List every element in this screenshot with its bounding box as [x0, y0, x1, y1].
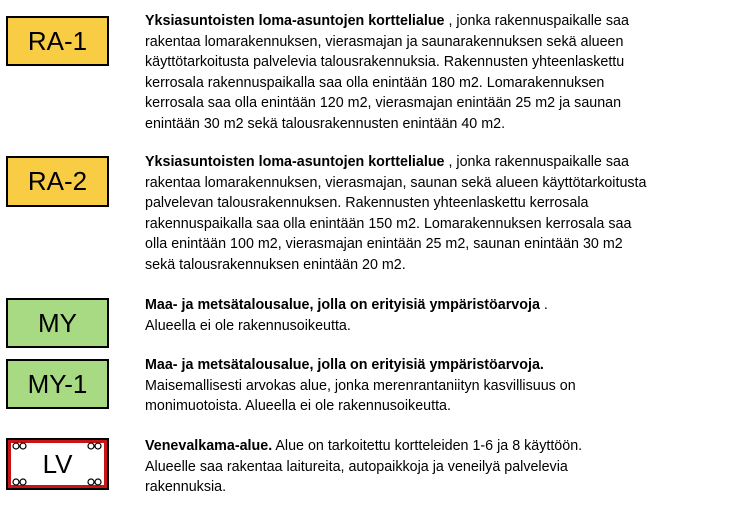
ra-2-title: Yksiasuntoisten loma-asuntojen korttelialue [145, 154, 445, 170]
mooring-ring-icon [87, 442, 103, 450]
my-1-line: Maisemallisesti arvokas alue, jonka merenrantaniityn kasvillisuus on [145, 377, 576, 394]
lv-title-line [145, 436, 735, 457]
ra-1-line: rakentaa lomarakennuksen, vierasmajan ja saunarakennuksen sekä alueen [145, 33, 624, 50]
my-title-line [145, 295, 735, 316]
ra-1-line: enintään 30 m2 sekä talousrakennusten enintään 40 m2. [145, 115, 506, 132]
ra-2-line: olla enintään 100 m2, vierasmajan enintään 25 m2, saunan enintään 30 m2 [145, 236, 623, 253]
ra-2-title-line [145, 152, 735, 173]
my-description [145, 295, 735, 336]
mooring-ring-icon [12, 478, 28, 486]
lv-description [145, 436, 735, 498]
my-1-line: monimuotoista. Alueella ei ole rakennusoikeutta. [145, 398, 451, 415]
my-1-title: Maa- ja metsätalousalue, jolla on erityisiä ympäristöarvoja. [145, 357, 544, 373]
ra-2-code: RA-2 [27, 166, 88, 196]
lv-title: Venevalkama-alue. [145, 438, 273, 454]
my-title-suffix: . [539, 297, 548, 313]
ra-2-line: rakentaa lomarakennuksen, vierasmajan, saunan sekä alueen käyttötarkoitusta [145, 174, 647, 191]
ra-1-title: Yksiasuntoisten loma-asuntojen korttelialue [145, 13, 445, 29]
ra-1-line: kerrosala saa olla enintään 120 m2, vierasmajan enintään 25 m2 ja saunan [145, 95, 622, 112]
ra-1-line: käyttötarkoitusta palvelevia talousrakennuksia. Rakennusten yhteenlaskettu [145, 54, 625, 71]
my-1-code: MY-1 [27, 368, 88, 399]
my-legend-symbol [6, 298, 109, 348]
ra-1-line: kerrosala rakennuspaikalla saa olla enintään 180 m2. Lomarakennuksen [145, 74, 605, 91]
my-1-legend-symbol [6, 359, 109, 409]
lv-code: LV [42, 448, 73, 479]
ra-2-legend-symbol [6, 156, 109, 207]
ra-2-description [145, 152, 735, 276]
my-1-description [145, 355, 735, 417]
ra-2-line: palvelevan talousrakennuksen. Rakennusten yhteenlaskettu kerrosala [145, 195, 589, 212]
ra-2-title-suffix: , jonka rakennuspaikalle saa [444, 154, 629, 170]
ra-2-line: rakennuspaikalla saa olla enintään 150 m2. Lomarakennuksen kerrosala saa [145, 215, 632, 232]
ra-1-code: RA-1 [27, 25, 88, 56]
ra-1-title-line [145, 11, 735, 32]
my-code: MY [38, 307, 77, 338]
mooring-ring-icon [87, 478, 103, 486]
lv-legend-symbol [6, 438, 109, 490]
ra-1-title-suffix: , jonka rakennuspaikalle saa [444, 13, 629, 29]
my-line: Alueella ei ole rakennusoikeutta. [145, 317, 351, 334]
lv-line: Alueelle saa rakentaa laitureita, autopaikkoja ja veneilyä palvelevia [145, 458, 568, 475]
ra-1-legend-symbol [6, 16, 109, 66]
mooring-ring-icon [12, 442, 28, 450]
ra-2-line: sekä talousrakennuksen enintään 20 m2. [145, 256, 406, 273]
ra-1-description [145, 11, 735, 135]
lv-line: rakennuksia. [145, 479, 227, 496]
my-1-title-line [145, 355, 735, 376]
lv-title-suffix: Alue on tarkoitettu kortteleiden 1-6 ja 8 käyttöön. [272, 438, 583, 454]
my-title: Maa- ja metsätalousalue, jolla on erityisiä ympäristöarvoja [145, 297, 540, 313]
